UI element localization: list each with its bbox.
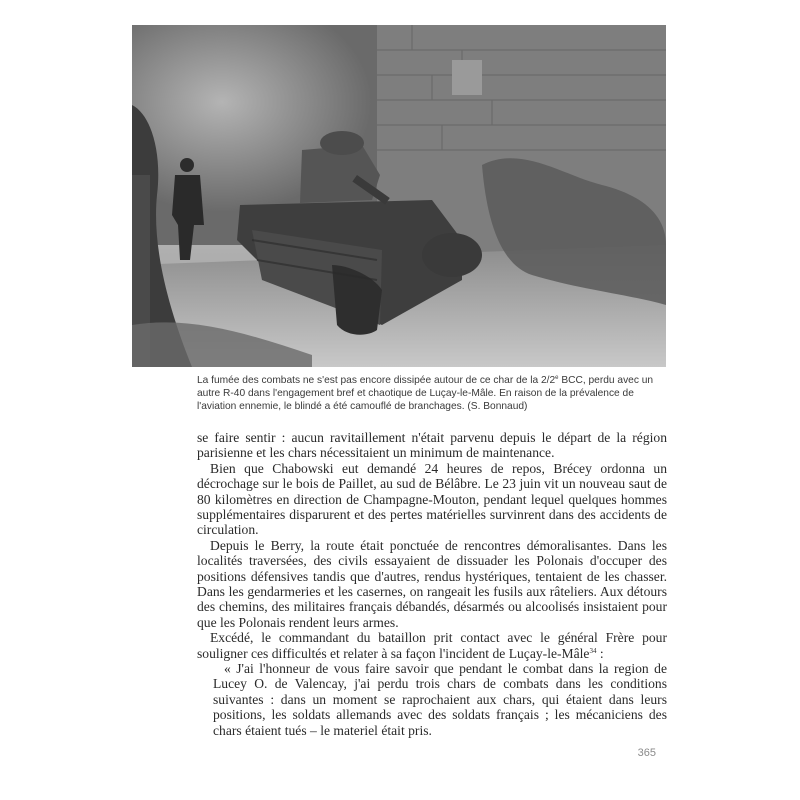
tank-photograph: [132, 25, 666, 367]
body-paragraph-last: [197, 630, 667, 661]
last-paragraph-colon: :: [596, 645, 604, 661]
photo-caption: [197, 374, 667, 413]
last-paragraph-text: Excédé, le commandant du bataillon prit contact avec le général Frère pour souligner ces difficultés et relater à sa façon l'incident de Luçay-le-Mâle: [197, 630, 667, 661]
tank-photo-illustration: [132, 25, 666, 367]
caption-text-part1: La fumée des combats ne s'est pas encore dissipée autour de ce char de la 2/2: [197, 375, 556, 386]
footnote-reference: 34: [589, 646, 597, 655]
body-paragraph: Depuis le Berry, la route était ponctuée de rencontres démoralisantes. Dans les localités traversées, des civils essayaient de dissuader les Polonais d'occuper des positions défensives tandis que d'autres, rendus hystériques, tentaient de les chasser. Dans les gendarmeries et les casernes, on rangeait les fusils aux râteliers. Aux détours des chemins, des militaires français débandés, désarmés ou alcoolisés insistaient pour que les Polonais rendent leurs armes.: [197, 537, 667, 630]
page-number: 365: [637, 747, 656, 759]
wall-plaque: [452, 60, 482, 95]
block-quote: « J'ai l'honneur de vous faire savoir que pendant le combat dans la region de Lucey O. de Valencay, j'ai perdu trois chars de combats dans les conditions suivantes : dans un moment se raprochaient aux chars, qui étaient dans leurs positions, les soldats allemands avec des soldats français ; les mécaniciens des chars étaient tués – le materiel était pris.: [213, 661, 667, 738]
soldier-crouching: [422, 233, 482, 277]
caption-text-part2: BCC, perdu avec un autre R-40 dans l'engagement bref et chaotique de Luçay-le-Mâle. En raison de la prévalence de l'aviation ennemie, le blindé a été camouflé de branchages. (S. Bonnaud): [197, 375, 654, 412]
caption-superscript: e: [555, 375, 559, 381]
body-paragraph: Bien que Chabowski eut demandé 24 heures de repos, Brécey ordonna un décrochage sur le bois de Paillet, au sud de Bélâbre. Le 23 juin vit un nouveau saut de 80 kilomètres en direction de Champagne-Mouton, pendant lequel quelques hommes supplémentaires disparurent et des pertes matérielles survinrent dans des accidents de circulation.: [197, 460, 667, 538]
body-text: [197, 430, 667, 661]
body-paragraph: se faire sentir : aucun ravitaillement n'était parvenu depuis le départ de la région parisienne et les chars nécessitaient un minimum de maintenance.: [197, 430, 667, 461]
